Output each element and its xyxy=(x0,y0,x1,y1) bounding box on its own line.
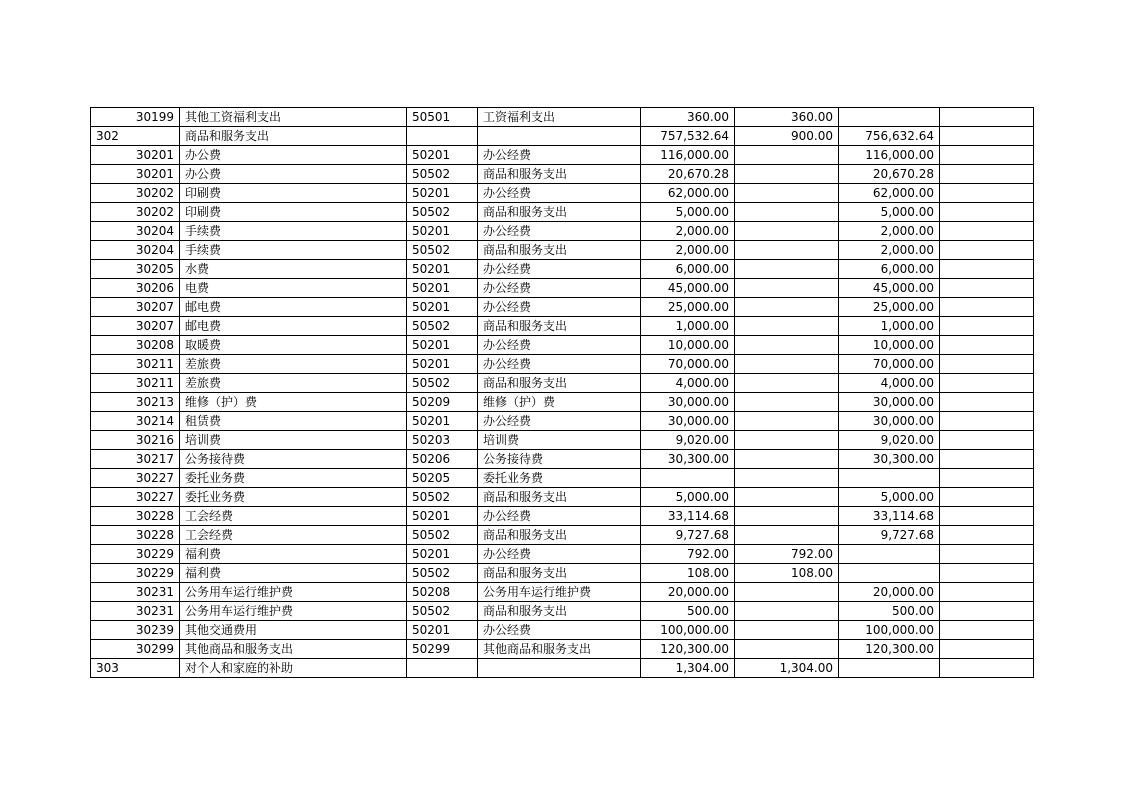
economic-class-name-cell: 其他工资福利支出 xyxy=(180,108,407,127)
gov-economic-class-name-cell: 商品和服务支出 xyxy=(478,317,641,336)
extra-column-cell xyxy=(940,298,1034,317)
extra-column-cell xyxy=(940,507,1034,526)
project-expenditure-cell: 9,020.00 xyxy=(839,431,940,450)
table-row xyxy=(91,222,1034,241)
economic-class-name-cell: 其他交通费用 xyxy=(180,621,407,640)
basic-expenditure-cell xyxy=(735,526,839,545)
economic-class-name-cell: 公务用车运行维护费 xyxy=(180,583,407,602)
gov-economic-class-name-cell: 商品和服务支出 xyxy=(478,564,641,583)
economic-class-name-cell: 对个人和家庭的补助 xyxy=(180,659,407,678)
table-row xyxy=(91,260,1034,279)
project-expenditure-cell: 5,000.00 xyxy=(839,488,940,507)
gov-economic-class-code-cell: 50201 xyxy=(407,507,478,526)
extra-column-cell xyxy=(940,583,1034,602)
extra-column-cell xyxy=(940,203,1034,222)
basic-expenditure-cell xyxy=(735,431,839,450)
gov-economic-class-name-cell: 办公经费 xyxy=(478,298,641,317)
total-amount-cell: 116,000.00 xyxy=(641,146,735,165)
gov-economic-class-code-cell: 50201 xyxy=(407,279,478,298)
basic-expenditure-cell xyxy=(735,222,839,241)
project-expenditure-cell: 756,632.64 xyxy=(839,127,940,146)
gov-economic-class-code-cell: 50208 xyxy=(407,583,478,602)
basic-expenditure-cell xyxy=(735,640,839,659)
gov-economic-class-code-cell: 50502 xyxy=(407,602,478,621)
gov-economic-class-code-cell: 50201 xyxy=(407,222,478,241)
gov-economic-class-code-cell: 50502 xyxy=(407,317,478,336)
gov-economic-class-name-cell xyxy=(478,659,641,678)
basic-expenditure-cell xyxy=(735,241,839,260)
total-amount-cell: 108.00 xyxy=(641,564,735,583)
basic-expenditure-cell: 360.00 xyxy=(735,108,839,127)
gov-economic-class-code-cell: 50201 xyxy=(407,146,478,165)
gov-economic-class-name-cell: 商品和服务支出 xyxy=(478,165,641,184)
extra-column-cell xyxy=(940,336,1034,355)
total-amount-cell: 1,304.00 xyxy=(641,659,735,678)
economic-class-code-cell: 30216 xyxy=(91,431,180,450)
project-expenditure-cell xyxy=(839,469,940,488)
total-amount-cell: 5,000.00 xyxy=(641,488,735,507)
total-amount-cell: 20,000.00 xyxy=(641,583,735,602)
extra-column-cell xyxy=(940,108,1034,127)
total-amount-cell: 4,000.00 xyxy=(641,374,735,393)
economic-class-code-cell: 30239 xyxy=(91,621,180,640)
project-expenditure-cell xyxy=(839,659,940,678)
economic-class-code-cell: 30231 xyxy=(91,583,180,602)
basic-expenditure-cell xyxy=(735,336,839,355)
table-row xyxy=(91,146,1034,165)
gov-economic-class-code-cell xyxy=(407,127,478,146)
basic-expenditure-cell xyxy=(735,165,839,184)
basic-expenditure-cell xyxy=(735,203,839,222)
economic-class-code-cell: 30217 xyxy=(91,450,180,469)
extra-column-cell xyxy=(940,317,1034,336)
economic-class-code-cell: 30204 xyxy=(91,222,180,241)
total-amount-cell: 25,000.00 xyxy=(641,298,735,317)
extra-column-cell xyxy=(940,241,1034,260)
economic-class-code-cell: 30207 xyxy=(91,317,180,336)
project-expenditure-cell: 4,000.00 xyxy=(839,374,940,393)
gov-economic-class-code-cell: 50201 xyxy=(407,355,478,374)
total-amount-cell: 757,532.64 xyxy=(641,127,735,146)
total-amount-cell: 5,000.00 xyxy=(641,203,735,222)
table-row xyxy=(91,393,1034,412)
table-row xyxy=(91,488,1034,507)
basic-expenditure-cell xyxy=(735,317,839,336)
project-expenditure-cell: 2,000.00 xyxy=(839,222,940,241)
total-amount-cell: 20,670.28 xyxy=(641,165,735,184)
economic-class-name-cell: 办公费 xyxy=(180,146,407,165)
economic-class-code-cell: 30205 xyxy=(91,260,180,279)
table-row xyxy=(91,374,1034,393)
basic-expenditure-cell: 1,304.00 xyxy=(735,659,839,678)
basic-expenditure-cell xyxy=(735,412,839,431)
extra-column-cell xyxy=(940,412,1034,431)
total-amount-cell: 10,000.00 xyxy=(641,336,735,355)
total-amount-cell: 6,000.00 xyxy=(641,260,735,279)
economic-class-code-cell: 30228 xyxy=(91,526,180,545)
basic-expenditure-cell xyxy=(735,298,839,317)
project-expenditure-cell: 10,000.00 xyxy=(839,336,940,355)
table-row xyxy=(91,450,1034,469)
gov-economic-class-name-cell: 办公经费 xyxy=(478,355,641,374)
gov-economic-class-code-cell: 50209 xyxy=(407,393,478,412)
economic-class-name-cell: 公务接待费 xyxy=(180,450,407,469)
table-row xyxy=(91,355,1034,374)
economic-class-code-cell: 30211 xyxy=(91,355,180,374)
gov-economic-class-code-cell: 50201 xyxy=(407,298,478,317)
total-amount-cell: 360.00 xyxy=(641,108,735,127)
basic-expenditure-cell xyxy=(735,450,839,469)
total-amount-cell: 2,000.00 xyxy=(641,222,735,241)
economic-class-name-cell: 租赁费 xyxy=(180,412,407,431)
project-expenditure-cell: 33,114.68 xyxy=(839,507,940,526)
basic-expenditure-cell xyxy=(735,583,839,602)
basic-expenditure-cell xyxy=(735,602,839,621)
gov-economic-class-name-cell: 维修（护）费 xyxy=(478,393,641,412)
economic-class-code-cell: 302 xyxy=(91,127,180,146)
economic-class-name-cell: 福利费 xyxy=(180,545,407,564)
extra-column-cell xyxy=(940,279,1034,298)
extra-column-cell xyxy=(940,450,1034,469)
total-amount-cell: 9,727.68 xyxy=(641,526,735,545)
total-amount-cell: 30,000.00 xyxy=(641,412,735,431)
gov-economic-class-code-cell: 50206 xyxy=(407,450,478,469)
table-row xyxy=(91,621,1034,640)
project-expenditure-cell xyxy=(839,545,940,564)
total-amount-cell: 100,000.00 xyxy=(641,621,735,640)
basic-expenditure-cell xyxy=(735,146,839,165)
table-row xyxy=(91,298,1034,317)
table-row xyxy=(91,526,1034,545)
table-row xyxy=(91,108,1034,127)
table-row xyxy=(91,564,1034,583)
economic-class-name-cell: 公务用车运行维护费 xyxy=(180,602,407,621)
gov-economic-class-name-cell: 办公经费 xyxy=(478,412,641,431)
project-expenditure-cell: 116,000.00 xyxy=(839,146,940,165)
project-expenditure-cell: 5,000.00 xyxy=(839,203,940,222)
gov-economic-class-name-cell: 工资福利支出 xyxy=(478,108,641,127)
economic-class-code-cell: 30202 xyxy=(91,184,180,203)
basic-expenditure-cell xyxy=(735,260,839,279)
gov-economic-class-name-cell: 办公经费 xyxy=(478,184,641,203)
total-amount-cell: 70,000.00 xyxy=(641,355,735,374)
basic-expenditure-cell xyxy=(735,184,839,203)
total-amount-cell: 45,000.00 xyxy=(641,279,735,298)
economic-class-code-cell: 30229 xyxy=(91,564,180,583)
gov-economic-class-name-cell: 商品和服务支出 xyxy=(478,374,641,393)
project-expenditure-cell: 62,000.00 xyxy=(839,184,940,203)
economic-class-code-cell: 30207 xyxy=(91,298,180,317)
gov-economic-class-name-cell: 办公经费 xyxy=(478,507,641,526)
economic-class-code-cell: 30228 xyxy=(91,507,180,526)
gov-economic-class-name-cell: 商品和服务支出 xyxy=(478,203,641,222)
economic-class-name-cell: 印刷费 xyxy=(180,184,407,203)
extra-column-cell xyxy=(940,374,1034,393)
extra-column-cell xyxy=(940,621,1034,640)
project-expenditure-cell: 500.00 xyxy=(839,602,940,621)
total-amount-cell: 1,000.00 xyxy=(641,317,735,336)
basic-expenditure-cell xyxy=(735,355,839,374)
total-amount-cell xyxy=(641,469,735,488)
project-expenditure-cell: 45,000.00 xyxy=(839,279,940,298)
table-row xyxy=(91,469,1034,488)
table-row xyxy=(91,184,1034,203)
economic-class-name-cell: 取暖费 xyxy=(180,336,407,355)
gov-economic-class-code-cell: 50201 xyxy=(407,412,478,431)
economic-class-code-cell: 30202 xyxy=(91,203,180,222)
project-expenditure-cell xyxy=(839,564,940,583)
table-row xyxy=(91,431,1034,450)
project-expenditure-cell: 70,000.00 xyxy=(839,355,940,374)
table-row xyxy=(91,127,1034,146)
economic-class-name-cell: 手续费 xyxy=(180,241,407,260)
extra-column-cell xyxy=(940,146,1034,165)
total-amount-cell: 500.00 xyxy=(641,602,735,621)
economic-class-name-cell: 其他商品和服务支出 xyxy=(180,640,407,659)
table-row xyxy=(91,640,1034,659)
gov-economic-class-name-cell: 商品和服务支出 xyxy=(478,241,641,260)
economic-class-name-cell: 水费 xyxy=(180,260,407,279)
total-amount-cell: 792.00 xyxy=(641,545,735,564)
economic-class-code-cell: 30299 xyxy=(91,640,180,659)
gov-economic-class-code-cell: 50201 xyxy=(407,260,478,279)
gov-economic-class-code-cell: 50502 xyxy=(407,564,478,583)
gov-economic-class-code-cell: 50201 xyxy=(407,545,478,564)
economic-class-name-cell: 差旅费 xyxy=(180,355,407,374)
economic-class-code-cell: 30213 xyxy=(91,393,180,412)
table-row xyxy=(91,583,1034,602)
economic-class-name-cell: 手续费 xyxy=(180,222,407,241)
budget-table-body xyxy=(91,108,1034,678)
table-row xyxy=(91,602,1034,621)
basic-expenditure-cell xyxy=(735,374,839,393)
economic-class-code-cell: 30201 xyxy=(91,146,180,165)
gov-economic-class-name-cell: 办公经费 xyxy=(478,545,641,564)
extra-column-cell xyxy=(940,488,1034,507)
economic-class-code-cell: 30206 xyxy=(91,279,180,298)
basic-expenditure-cell: 792.00 xyxy=(735,545,839,564)
economic-class-name-cell: 印刷费 xyxy=(180,203,407,222)
project-expenditure-cell: 30,000.00 xyxy=(839,412,940,431)
project-expenditure-cell xyxy=(839,108,940,127)
economic-class-code-cell: 30208 xyxy=(91,336,180,355)
gov-economic-class-code-cell: 50501 xyxy=(407,108,478,127)
economic-class-code-cell: 303 xyxy=(91,659,180,678)
total-amount-cell: 30,000.00 xyxy=(641,393,735,412)
extra-column-cell xyxy=(940,355,1034,374)
table-row xyxy=(91,317,1034,336)
basic-expenditure-cell xyxy=(735,507,839,526)
basic-expenditure-cell: 900.00 xyxy=(735,127,839,146)
economic-class-code-cell: 30227 xyxy=(91,488,180,507)
total-amount-cell: 120,300.00 xyxy=(641,640,735,659)
gov-economic-class-name-cell: 公务用车运行维护费 xyxy=(478,583,641,602)
economic-class-name-cell: 邮电费 xyxy=(180,317,407,336)
gov-economic-class-code-cell: 50502 xyxy=(407,488,478,507)
table-row xyxy=(91,507,1034,526)
basic-expenditure-cell xyxy=(735,279,839,298)
table-row xyxy=(91,412,1034,431)
gov-economic-class-code-cell: 50205 xyxy=(407,469,478,488)
gov-economic-class-code-cell: 50201 xyxy=(407,184,478,203)
extra-column-cell xyxy=(940,260,1034,279)
gov-economic-class-code-cell: 50201 xyxy=(407,621,478,640)
economic-class-name-cell: 办公费 xyxy=(180,165,407,184)
gov-economic-class-name-cell: 商品和服务支出 xyxy=(478,602,641,621)
extra-column-cell xyxy=(940,545,1034,564)
economic-class-name-cell: 邮电费 xyxy=(180,298,407,317)
economic-class-name-cell: 培训费 xyxy=(180,431,407,450)
economic-class-name-cell: 工会经费 xyxy=(180,526,407,545)
project-expenditure-cell: 6,000.00 xyxy=(839,260,940,279)
gov-economic-class-code-cell: 50502 xyxy=(407,374,478,393)
gov-economic-class-name-cell: 办公经费 xyxy=(478,146,641,165)
project-expenditure-cell: 9,727.68 xyxy=(839,526,940,545)
total-amount-cell: 62,000.00 xyxy=(641,184,735,203)
project-expenditure-cell: 25,000.00 xyxy=(839,298,940,317)
total-amount-cell: 33,114.68 xyxy=(641,507,735,526)
project-expenditure-cell: 20,000.00 xyxy=(839,583,940,602)
gov-economic-class-code-cell: 50502 xyxy=(407,526,478,545)
gov-economic-class-name-cell: 公务接待费 xyxy=(478,450,641,469)
gov-economic-class-name-cell: 商品和服务支出 xyxy=(478,488,641,507)
basic-expenditure-cell: 108.00 xyxy=(735,564,839,583)
extra-column-cell xyxy=(940,602,1034,621)
gov-economic-class-code-cell: 50502 xyxy=(407,203,478,222)
basic-expenditure-cell xyxy=(735,621,839,640)
economic-class-name-cell: 委托业务费 xyxy=(180,488,407,507)
budget-table xyxy=(90,107,1034,678)
economic-class-name-cell: 工会经费 xyxy=(180,507,407,526)
extra-column-cell xyxy=(940,393,1034,412)
project-expenditure-cell: 1,000.00 xyxy=(839,317,940,336)
extra-column-cell xyxy=(940,564,1034,583)
economic-class-name-cell: 福利费 xyxy=(180,564,407,583)
table-row xyxy=(91,336,1034,355)
gov-economic-class-name-cell: 其他商品和服务支出 xyxy=(478,640,641,659)
table-row xyxy=(91,545,1034,564)
project-expenditure-cell: 100,000.00 xyxy=(839,621,940,640)
total-amount-cell: 9,020.00 xyxy=(641,431,735,450)
economic-class-name-cell: 电费 xyxy=(180,279,407,298)
basic-expenditure-cell xyxy=(735,393,839,412)
economic-class-code-cell: 30231 xyxy=(91,602,180,621)
table-row xyxy=(91,279,1034,298)
project-expenditure-cell: 120,300.00 xyxy=(839,640,940,659)
gov-economic-class-name-cell: 办公经费 xyxy=(478,336,641,355)
extra-column-cell xyxy=(940,469,1034,488)
gov-economic-class-name-cell xyxy=(478,127,641,146)
project-expenditure-cell: 2,000.00 xyxy=(839,241,940,260)
gov-economic-class-code-cell: 50203 xyxy=(407,431,478,450)
gov-economic-class-code-cell: 50299 xyxy=(407,640,478,659)
gov-economic-class-code-cell xyxy=(407,659,478,678)
table-row xyxy=(91,241,1034,260)
economic-class-code-cell: 30214 xyxy=(91,412,180,431)
economic-class-name-cell: 商品和服务支出 xyxy=(180,127,407,146)
extra-column-cell xyxy=(940,165,1034,184)
total-amount-cell: 2,000.00 xyxy=(641,241,735,260)
gov-economic-class-code-cell: 50201 xyxy=(407,336,478,355)
extra-column-cell xyxy=(940,659,1034,678)
extra-column-cell xyxy=(940,431,1034,450)
table-row xyxy=(91,203,1034,222)
project-expenditure-cell: 30,300.00 xyxy=(839,450,940,469)
project-expenditure-cell: 20,670.28 xyxy=(839,165,940,184)
economic-class-code-cell: 30199 xyxy=(91,108,180,127)
basic-expenditure-cell xyxy=(735,488,839,507)
gov-economic-class-name-cell: 培训费 xyxy=(478,431,641,450)
gov-economic-class-name-cell: 办公经费 xyxy=(478,222,641,241)
extra-column-cell xyxy=(940,526,1034,545)
economic-class-name-cell: 维修（护）费 xyxy=(180,393,407,412)
economic-class-name-cell: 委托业务费 xyxy=(180,469,407,488)
gov-economic-class-name-cell: 商品和服务支出 xyxy=(478,526,641,545)
gov-economic-class-code-cell: 50502 xyxy=(407,241,478,260)
extra-column-cell xyxy=(940,222,1034,241)
gov-economic-class-name-cell: 委托业务费 xyxy=(478,469,641,488)
economic-class-name-cell: 差旅费 xyxy=(180,374,407,393)
economic-class-code-cell: 30211 xyxy=(91,374,180,393)
table-row xyxy=(91,659,1034,678)
economic-class-code-cell: 30204 xyxy=(91,241,180,260)
gov-economic-class-name-cell: 办公经费 xyxy=(478,621,641,640)
table-row xyxy=(91,165,1034,184)
gov-economic-class-name-cell: 办公经费 xyxy=(478,279,641,298)
basic-expenditure-cell xyxy=(735,469,839,488)
gov-economic-class-code-cell: 50502 xyxy=(407,165,478,184)
extra-column-cell xyxy=(940,127,1034,146)
economic-class-code-cell: 30201 xyxy=(91,165,180,184)
project-expenditure-cell: 30,000.00 xyxy=(839,393,940,412)
gov-economic-class-name-cell: 办公经费 xyxy=(478,260,641,279)
total-amount-cell: 30,300.00 xyxy=(641,450,735,469)
extra-column-cell xyxy=(940,640,1034,659)
extra-column-cell xyxy=(940,184,1034,203)
economic-class-code-cell: 30229 xyxy=(91,545,180,564)
economic-class-code-cell: 30227 xyxy=(91,469,180,488)
